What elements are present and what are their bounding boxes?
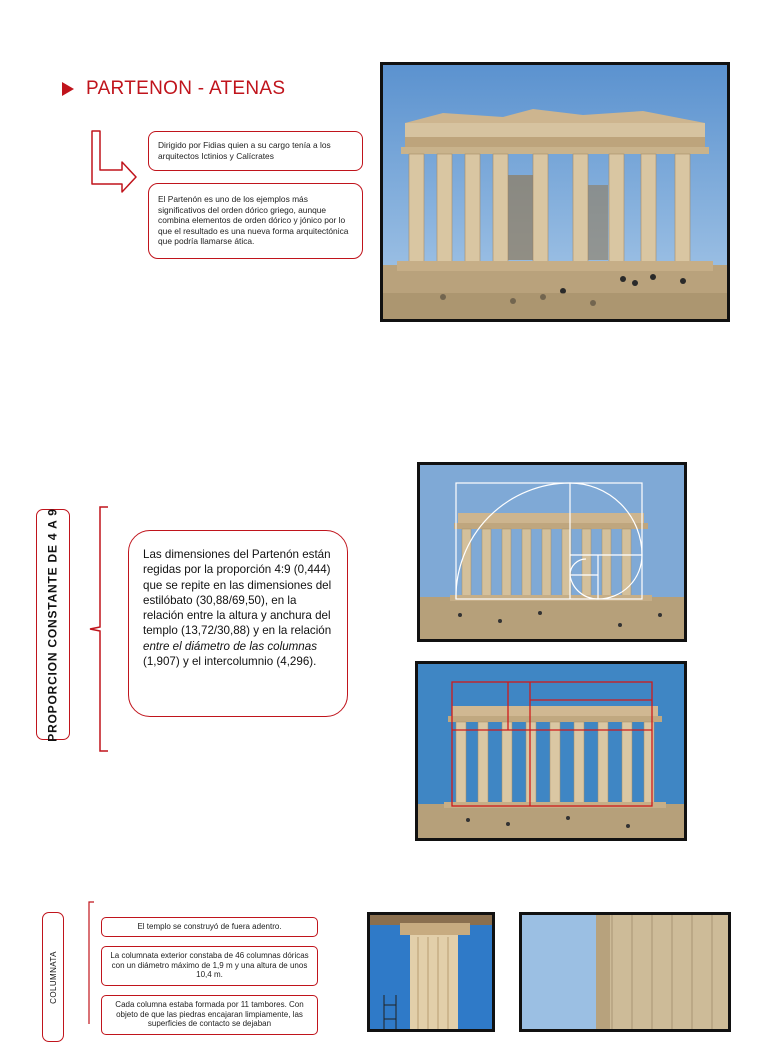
proportion-text-box bbox=[128, 530, 348, 717]
bent-arrow-icon bbox=[88, 128, 140, 200]
bullet-arrow-icon bbox=[62, 82, 74, 96]
columnata-tab-label: COLUMNATA bbox=[48, 950, 58, 1004]
info-box-order bbox=[148, 183, 363, 259]
info-box-order-text: El Partenón es uno de los ejemplos más significativos del orden dórico griego, aunque combina elementos de orden dórico y jónico por lo que el resultado es una nueva forma arquitectónica que podría llamarse ática. bbox=[158, 194, 349, 246]
bracket-small-icon bbox=[82, 900, 96, 1024]
proportion-text-italic: entre el diámetro de las columnas bbox=[143, 639, 317, 653]
column-closeup-photo bbox=[367, 912, 495, 1032]
columnata-item-1-text: El templo se construyó de fuera adentro. bbox=[137, 922, 282, 931]
columnata-item-1 bbox=[101, 917, 318, 937]
proportion-text-a: Las dimensiones del Partenón están regidas por la proporción 4:9 (0,444) que se repite en las dimensiones del estilóbato (30,88/69,50), en la relación entre la altura y anchura del templo (13,72/30,88) y en la relación bbox=[143, 548, 332, 638]
info-box-director-text: Dirigido por Fidias quien a su cargo tenía a los arquitectos Ictinios y Calícrates bbox=[158, 140, 331, 161]
proportion-text-b: (1,907) y el intercolumnio (4,296). bbox=[143, 655, 317, 669]
columnata-item-3 bbox=[101, 995, 318, 1035]
proportion-tab bbox=[36, 509, 70, 740]
proportion-tab-label: PROPORCION CONSTANTE DE 4 A 9 bbox=[46, 507, 61, 742]
columnata-item-3-text: Cada columna estaba formada por 11 tambores. Con objeto de que las piedras encajaran limpiamente, las superficies de contacto se dejaban bbox=[115, 1000, 304, 1029]
section-title bbox=[62, 78, 285, 100]
columnata-tab bbox=[42, 912, 64, 1042]
parthenon-golden-spiral-photo bbox=[417, 462, 687, 642]
parthenon-photo bbox=[380, 62, 730, 322]
parthenon-proportion-grid-photo bbox=[415, 661, 687, 841]
bracket-icon bbox=[88, 505, 110, 753]
section-title-text: PARTENON - ATENAS bbox=[86, 78, 286, 99]
columnata-item-2-text: La columnata exterior constaba de 46 columnas dóricas con un diámetro máximo de 1,9 m y una altura de unos 10,4 m. bbox=[110, 951, 309, 980]
column-detail-photo bbox=[519, 912, 731, 1032]
info-box-director bbox=[148, 131, 363, 171]
columnata-item-2 bbox=[101, 946, 318, 986]
